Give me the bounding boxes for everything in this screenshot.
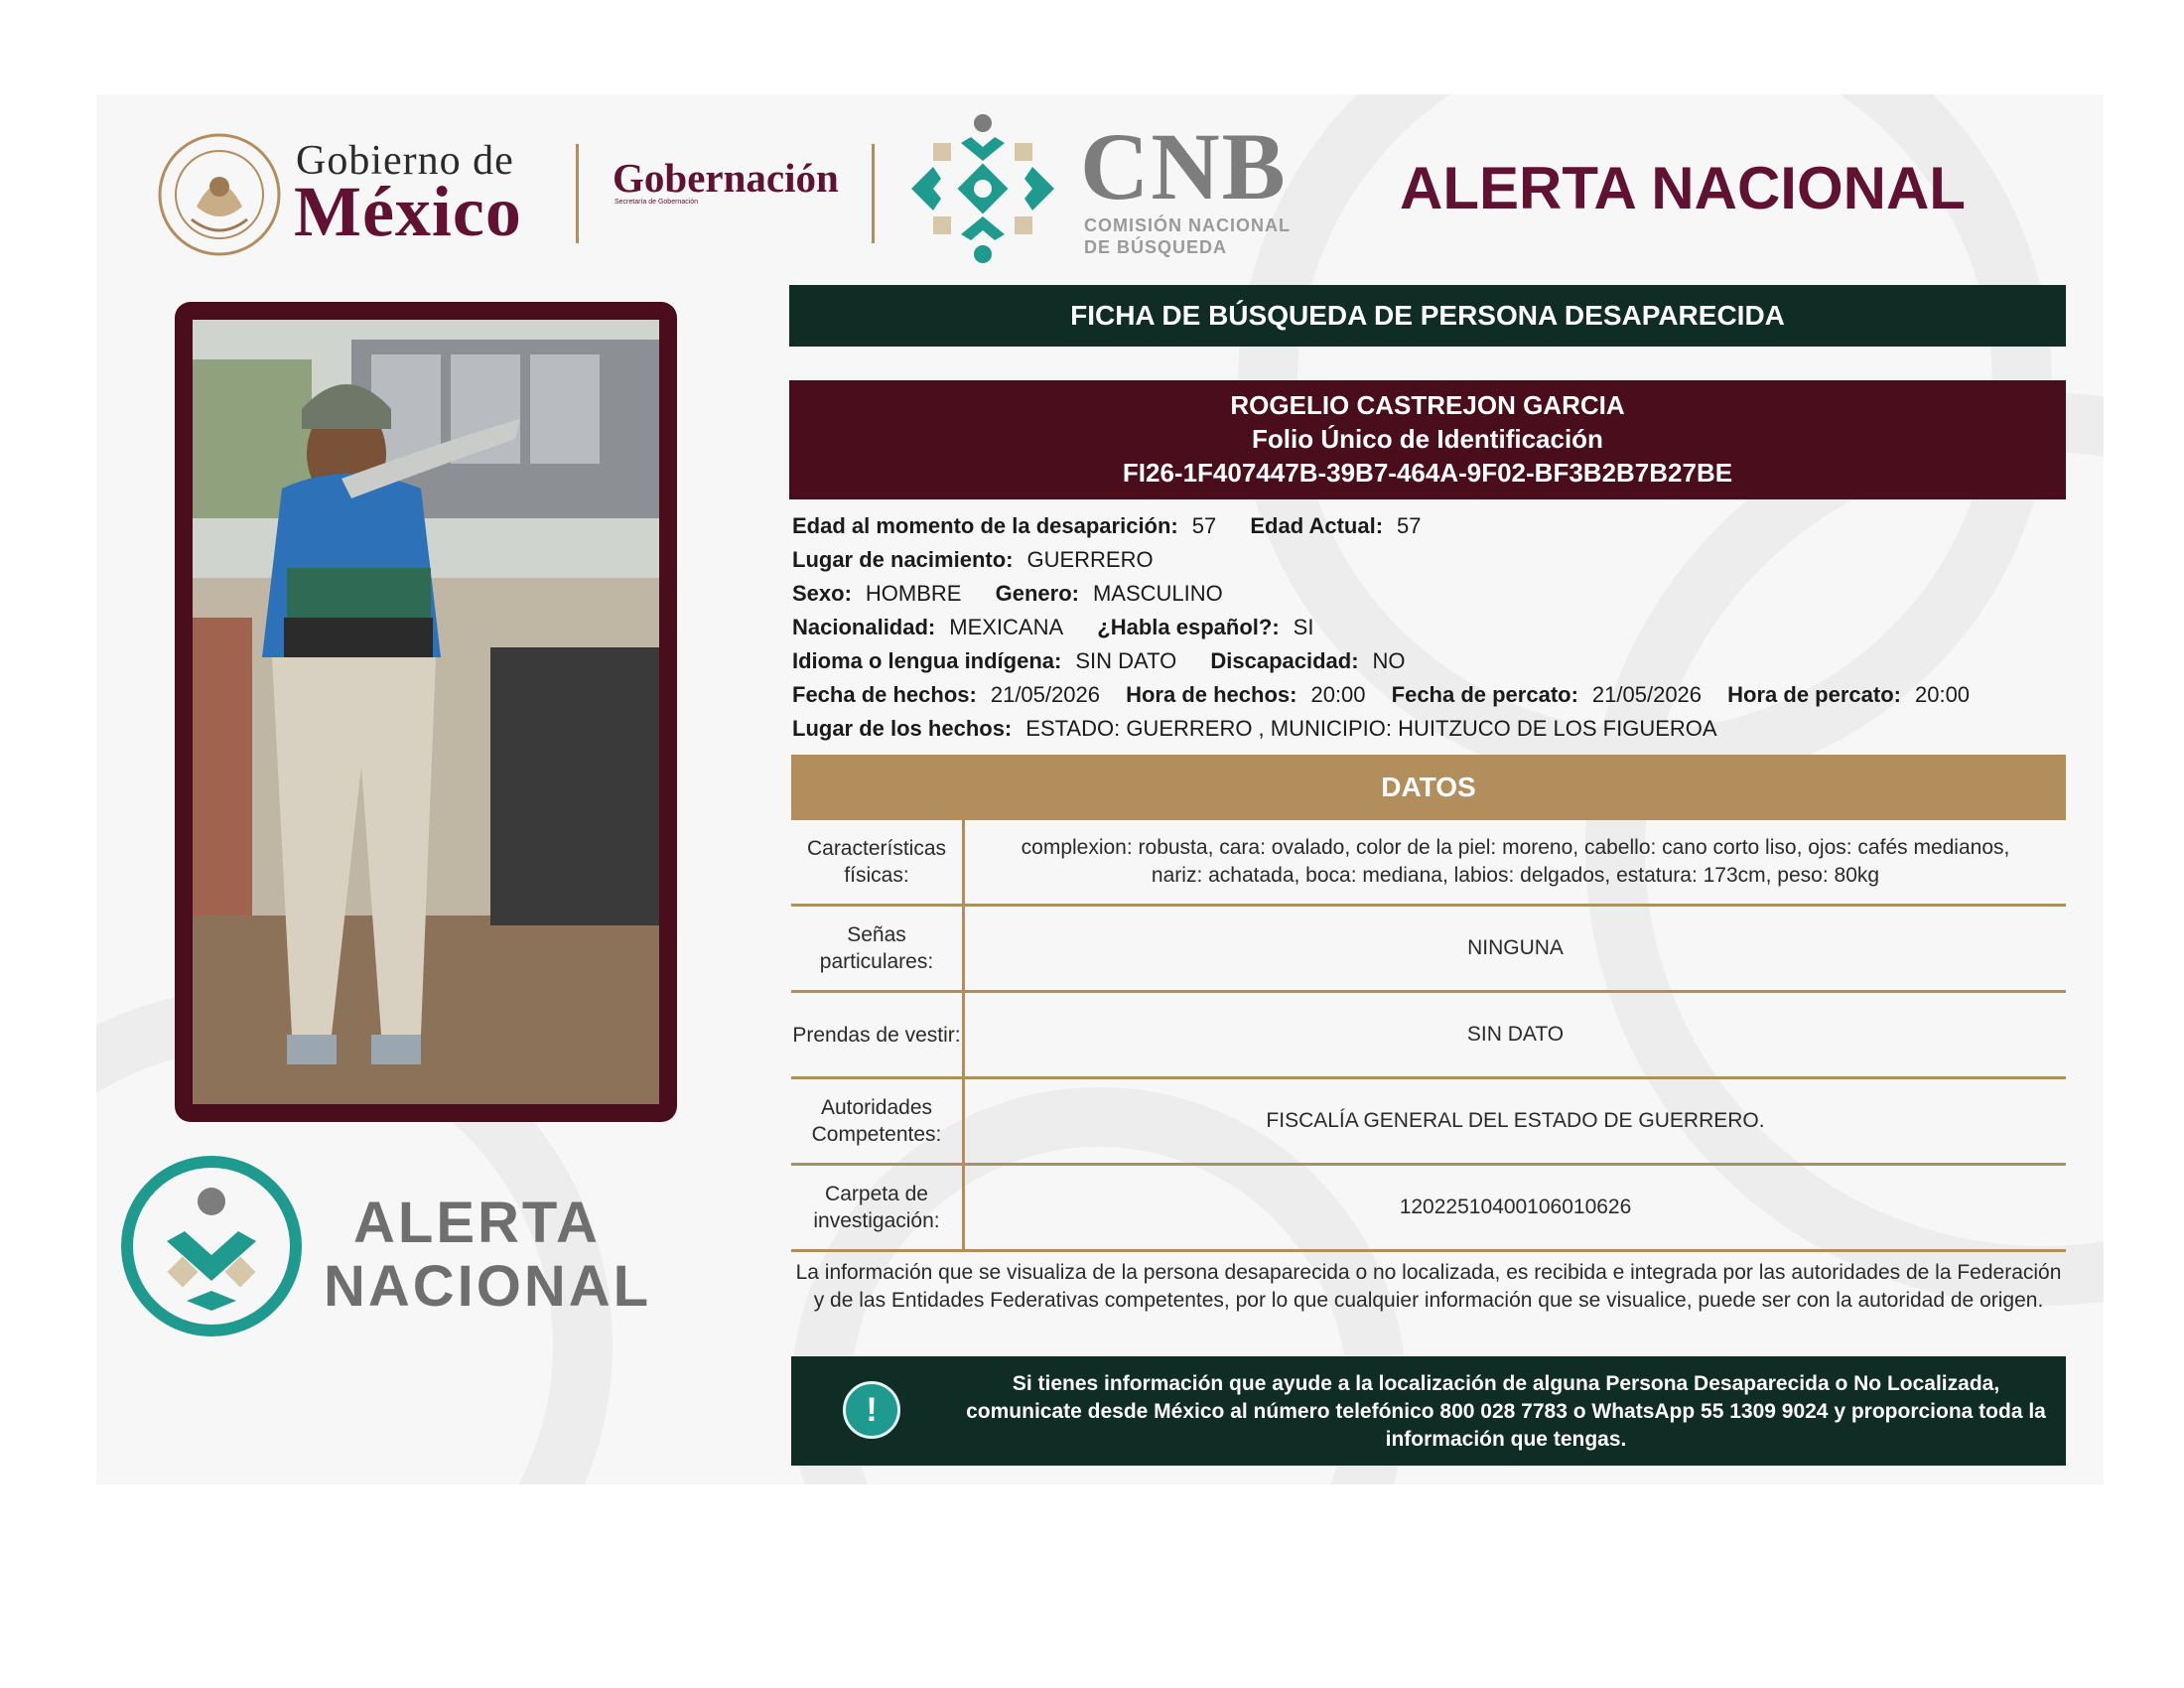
edad-actual-value: 57 — [1397, 513, 1422, 538]
lugar-hechos-value: ESTADO: GUERRERO , MUNICIPIO: HUITZUCO DE LOS FIGUEROA — [1025, 716, 1717, 741]
gobierno-de-text: Gobierno de — [296, 138, 514, 184]
habla-espanol-label: ¿Habla español?: — [1097, 615, 1280, 639]
nacionalidad-label: Nacionalidad: — [792, 615, 936, 639]
header-divider — [872, 144, 875, 243]
alerta-nacional-emblem-icon — [117, 1152, 306, 1340]
missing-person-photo — [193, 320, 659, 1104]
datos-row-value: NINGUNA — [1467, 936, 1564, 959]
alerta-nacional-logo-text — [324, 1192, 651, 1319]
fecha-percato-label: Fecha de percato: — [1391, 682, 1578, 707]
alerta-nacional-title: ALERTA NACIONAL — [1400, 155, 1966, 221]
datos-row-value: FISCALÍA GENERAL DEL ESTADO DE GUERRERO. — [1266, 1109, 1765, 1132]
datos-row — [791, 1166, 2066, 1252]
datos-row-label: Autoridades Competentes: — [791, 1079, 965, 1163]
discapacidad-value: NO — [1372, 648, 1406, 673]
coat-of-arms-seal-icon — [157, 132, 282, 257]
fecha-hechos-label: Fecha de hechos: — [792, 682, 977, 707]
edad-desaparicion-label: Edad al momento de la desaparición: — [792, 513, 1178, 538]
info-line-nacionalidad — [792, 614, 1341, 641]
datos-row-value: SIN DATO — [1466, 1023, 1565, 1046]
genero-label: Genero: — [995, 581, 1079, 606]
edad-actual-label: Edad Actual: — [1250, 513, 1384, 538]
lugar-hechos-label: Lugar de los hechos: — [792, 716, 1013, 741]
hora-hechos-label: Hora de hechos: — [1126, 682, 1297, 707]
datos-row-value: 12022510400106010626 — [1399, 1196, 1632, 1218]
hora-percato-value: 20:00 — [1914, 682, 1971, 707]
cnb-emblem-icon — [903, 109, 1062, 268]
ficha-title-bar: FICHA DE BÚSQUEDA DE PERSONA DESAPARECIDA — [789, 285, 2066, 347]
mexico-text: México — [294, 172, 522, 251]
info-line-nacimiento — [792, 546, 1181, 574]
datos-row — [791, 1079, 2066, 1166]
nacionalidad-value: MEXICANA — [949, 615, 1064, 639]
disclaimer-text: La información que se visualiza de la persona desaparecida o no localizada, es recibida e integrada por las autoridades de la Federación y de las Entidades Federativas competentes, por lo que cualquier información que se visualice, puede ser con la autoridad de origen. — [795, 1261, 2062, 1312]
datos-title-bar: DATOS — [791, 755, 2066, 820]
cnb-logo-text: CNB — [1080, 113, 1288, 219]
cnb-subtitle-line1: COMISIÓN NACIONAL — [1084, 215, 1291, 235]
lugar-nacimiento-value: GUERRERO — [1026, 547, 1154, 572]
hora-percato-label: Hora de percato: — [1727, 682, 1901, 707]
header-divider — [576, 144, 579, 243]
hora-hechos-value: 20:00 — [1310, 682, 1366, 707]
datos-row-label: Señas particulares: — [791, 907, 965, 990]
fecha-hechos-value: 21/05/2026 — [990, 682, 1100, 707]
datos-row-label: Carpeta de investigación: — [791, 1166, 965, 1249]
discapacidad-label: Discapacidad: — [1210, 648, 1359, 673]
sexo-label: Sexo: — [792, 581, 852, 606]
idioma-label: Idioma o lengua indígena: — [792, 648, 1062, 673]
info-line-lugar-hechos — [792, 715, 1745, 743]
info-line-idioma — [792, 647, 1433, 675]
folio-number: FI26-1F407447B-39B7-464A-9F02-BF3B2B7B27BE — [1122, 458, 1733, 488]
info-line-sexo — [792, 580, 1251, 608]
person-name: ROGELIO CASTREJON GARCIA — [1230, 390, 1625, 420]
edad-desaparicion-value: 57 — [1191, 513, 1217, 538]
alerta-logo-line1: ALERTA — [353, 1191, 601, 1255]
datos-row-value: complexion: robusta, cara: ovalado, color de la piel: moreno, cabello: cano corto liso, ojos: cafés medianos, nariz: achatada, boca: mediana, labios: delgados, estatura: 173cm, peso: 80kg — [1021, 836, 2010, 887]
cnb-subtitle — [1084, 214, 1291, 258]
person-name-bar — [789, 380, 2066, 499]
idioma-value: SIN DATO — [1075, 648, 1177, 673]
habla-espanol-value: SI — [1293, 615, 1314, 639]
datos-row-label: Características físicas: — [791, 820, 965, 904]
fecha-percato-value: 21/05/2026 — [1591, 682, 1703, 707]
cnb-subtitle-line2: DE BÚSQUEDA — [1084, 237, 1228, 257]
gobernacion-subtitle: Secretaría de Gobernación — [614, 199, 699, 206]
gobernacion-logo-text: Gobernación — [613, 155, 839, 201]
alerta-logo-line2: NACIONAL — [324, 1254, 652, 1319]
genero-value: MASCULINO — [1092, 581, 1223, 606]
datos-row — [791, 820, 2066, 907]
info-line-edad — [792, 512, 1449, 540]
contact-text: Si tienes información que ayude a la localización de alguna Persona Desaparecida o No Localizada, comunicate desde México al número telefónico 800 028 7783 o WhatsApp 55 1309 9024 y proporciona toda la información que tengas. — [966, 1372, 2046, 1451]
datos-row — [791, 907, 2066, 993]
contact-info-bar — [791, 1356, 2066, 1466]
sexo-value: HOMBRE — [865, 581, 962, 606]
exclamation-icon: ! — [843, 1381, 900, 1439]
info-line-fechas — [792, 681, 1997, 709]
lugar-nacimiento-label: Lugar de nacimiento: — [792, 547, 1014, 572]
datos-row — [791, 993, 2066, 1079]
folio-label: Folio Único de Identificación — [1252, 424, 1603, 454]
datos-row-label: Prendas de vestir: — [791, 993, 965, 1076]
